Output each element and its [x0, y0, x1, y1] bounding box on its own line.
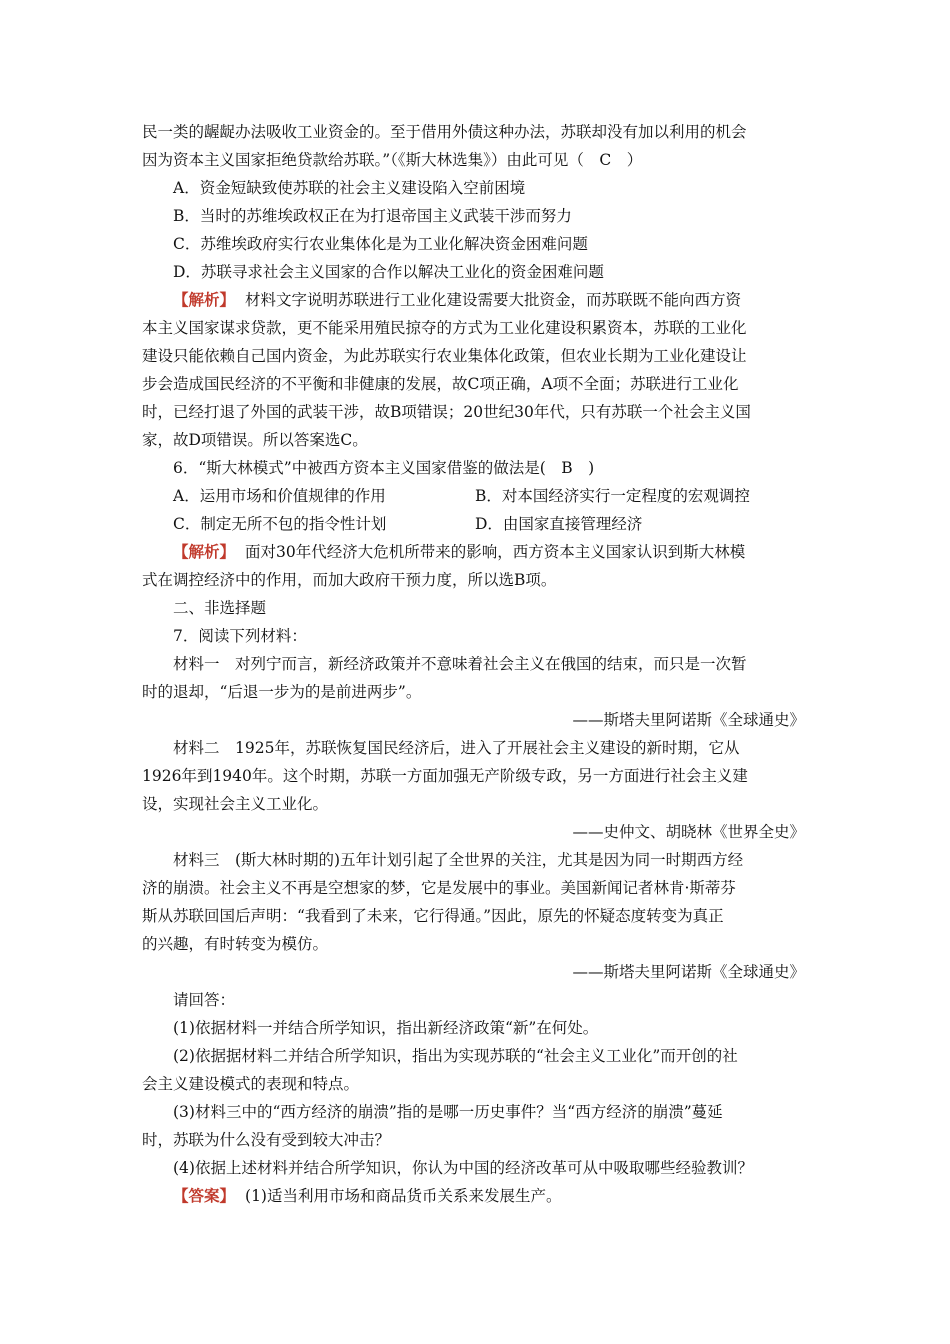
material-3: 材料三 (斯大林时期的)五年计划引起了全世界的关注，尤其是因为同一时期西方经: [173, 851, 744, 869]
answer-label: 【答案】: [173, 1186, 236, 1205]
prompt-text: 请回答：: [173, 991, 236, 1009]
text-line: 民一类的龌龊办法吸收工业资金的。至于借用外债这种办法，苏联却没有加以利用的机会: [142, 123, 747, 141]
text-line: 建设只能依赖自己国内资金，为此苏联实行农业集体化政策，但农业长期为工业化建设让: [142, 347, 747, 365]
text-line: 式在调控经济中的作用，而加大政府干预力度，所以选B项。: [142, 571, 557, 589]
analysis-text: 材料文字说明苏联进行工业化建设需要大批资金，而苏联既不能向西方资: [245, 291, 742, 309]
text-line: 家，故D项错误。所以答案选C。: [142, 431, 368, 449]
analysis-line: [173, 542, 745, 562]
analysis-text: 面对30年代经济大危机所带来的影响，西方资本主义国家认识到斯大林模: [245, 543, 746, 561]
option-c: C．制定无所不包的指令性计划: [173, 515, 387, 533]
sub-question: (2)依据据材料二并结合所学知识，指出为实现苏联的“社会主义工业化”而开创的社: [173, 1047, 738, 1065]
option-a: A．资金短缺致使苏联的社会主义建设陷入空前困境: [173, 179, 526, 197]
sub-question: (4)依据上述材料并结合所学知识，你认为中国的经济改革可从中吸取哪些经验教训？: [173, 1159, 753, 1177]
text-line: 会主义建设模式的表现和特点。: [142, 1075, 360, 1093]
text-line: 时，已经打退了外国的武装干涉，故B项错误；20世纪30年代，只有苏联一个社会主义国: [142, 403, 751, 421]
text-line: 因为资本主义国家拒绝贷款给苏联。”（《斯大林选集》）由此可见（ C ）: [142, 151, 643, 169]
sub-question: (1)依据材料一并结合所学知识，指出新经济政策“新”在何处。: [173, 1019, 599, 1037]
option-d: D．由国家直接管理经济: [475, 515, 643, 533]
material-source: ——斯塔夫里阿诺斯《全球通史》: [572, 963, 805, 981]
text-line: 本主义国家谋求贷款，更不能采用殖民掠夺的方式为工业化建设积累资本，苏联的工业化: [142, 319, 747, 337]
sub-question: (3)材料三中的“西方经济的崩溃”指的是哪一历史事件？当“西方经济的崩溃”蔓延: [173, 1103, 723, 1121]
text-line: 斯从苏联回国后声明：“我看到了未来，它行得通。”因此，原先的怀疑态度转变为真正: [142, 907, 724, 925]
material-source: ——斯塔夫里阿诺斯《全球通史》: [572, 711, 805, 729]
text-line: 1926年到1940年。这个时期，苏联一方面加强无产阶级专政，另一方面进行社会主义建: [142, 767, 748, 785]
text-line: 设，实现社会主义工业化。: [142, 795, 329, 813]
section-heading: 二、非选择题: [173, 599, 267, 617]
answer-text: (1)适当利用市场和商品货币关系来发展生产。: [245, 1187, 562, 1205]
option-a: A．运用市场和价值规律的作用: [173, 487, 386, 505]
text-line: 济的崩溃。社会主义不再是空想家的梦，它是发展中的事业。美国新闻记者林肯·斯蒂芬: [142, 879, 736, 897]
text-line: 的兴趣，有时转变为模仿。: [142, 935, 329, 953]
answer-line: [173, 1186, 561, 1206]
question-6: 6．“斯大林模式”中被西方资本主义国家借鉴的做法是( B ): [173, 459, 595, 477]
text-line: 时，苏联为什么没有受到较大冲击？: [142, 1131, 391, 1149]
option-d: D．苏联寻求社会主义国家的合作以解决工业化的资金困难问题: [173, 263, 604, 281]
option-c: C．苏维埃政府实行农业集体化是为工业化解决资金困难问题: [173, 235, 588, 253]
option-b: B．当时的苏维埃政权正在为打退帝国主义武装干涉而努力: [173, 207, 572, 225]
analysis-line: [173, 290, 741, 310]
material-2: 材料二 1925年，苏联恢复国民经济后，进入了开展社会主义建设的新时期，它从: [173, 739, 740, 757]
analysis-label: 【解析】: [173, 290, 236, 309]
analysis-label: 【解析】: [173, 542, 236, 561]
material-1: 材料一 对列宁而言，新经济政策并不意味着社会主义在俄国的结束，而只是一次暂: [173, 655, 747, 673]
option-b: B．对本国经济实行一定程度的宏观调控: [475, 487, 750, 505]
question-7: 7．阅读下列材料：: [173, 627, 307, 645]
text-line: 时的退却，“后退一步为的是前进两步”。: [142, 683, 422, 701]
text-line: 步会造成国民经济的不平衡和非健康的发展，故C项正确，A项不全面；苏联进行工业化: [142, 375, 739, 393]
material-source: ——史仲文、胡晓林《世界全史》: [572, 823, 805, 841]
